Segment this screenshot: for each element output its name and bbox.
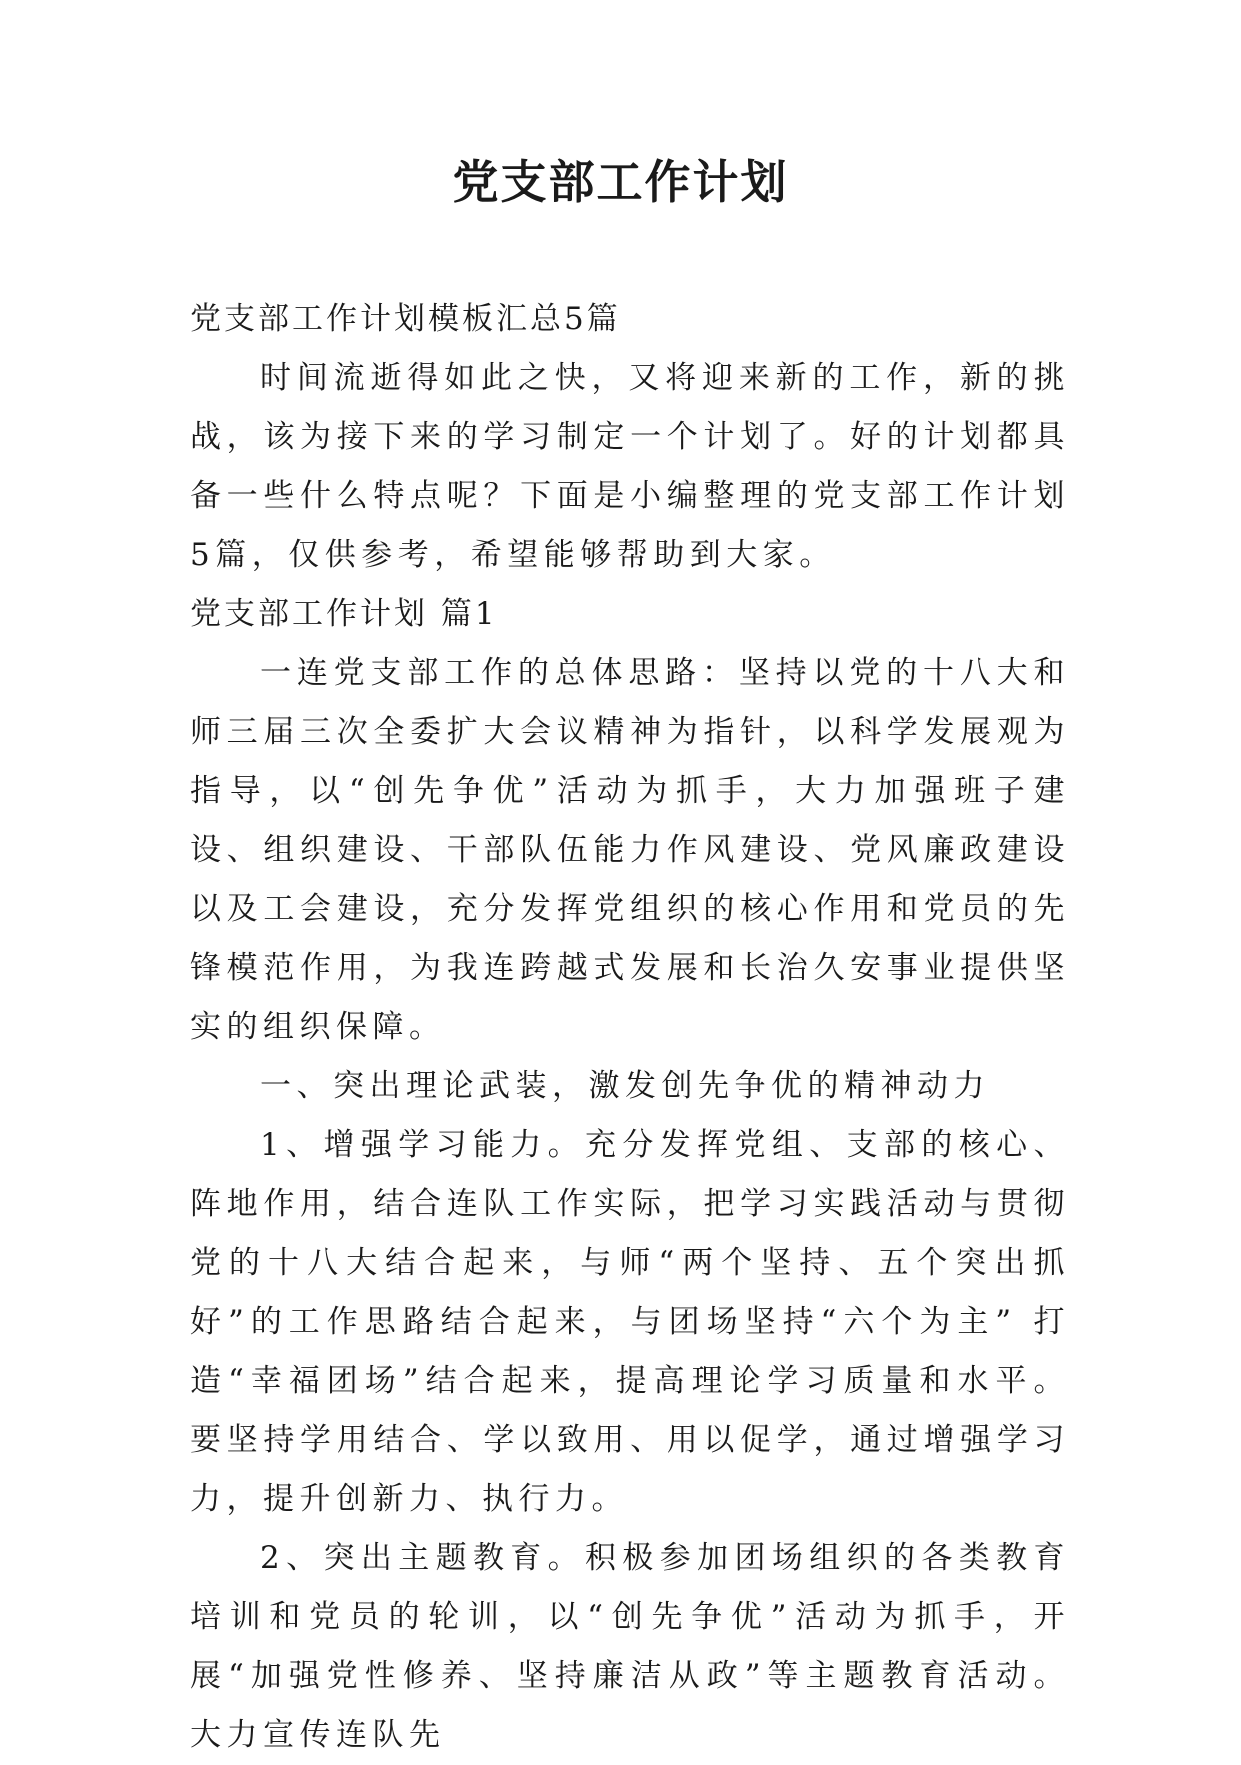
section-heading: 党支部工作计划模板汇总5篇 xyxy=(190,301,621,337)
body-paragraph: 时间流逝得如此之快，又将迎来新的工作，新的挑战，该为接下来的学习制定一个计划了。好的计划都具备一些什么特点呢？下面是小编整理的党支部工作计划5篇，仅供参考，希望能够帮助到大家。 xyxy=(190,360,1070,573)
document-body xyxy=(190,290,1070,1765)
document-title: 党支部工作计划 xyxy=(452,155,789,209)
body-paragraph: 1、增强学习能力。充分发挥党组、支部的核心、阵地作用，结合连队工作实际，把学习实践活动与贯彻党的十八大结合起来，与师“两个坚持、五个突出抓好”的工作思路结合起来，与团场坚持“六个为主” 打造“幸福团场”结合起来，提高理论学习质量和水平。要坚持学用结合、学以致用、用以促学，通过增强学习力，提升创新力、执行力。 xyxy=(190,1127,1070,1517)
body-paragraph: 2、突出主题教育。积极参加团场组织的各类教育培训和党员的轮训，以“创先争优”活动为抓手，开展“加强党性修养、坚持廉洁从政”等主题教育活动。大力宣传连队先 xyxy=(190,1540,1070,1753)
section-heading: 党支部工作计划 篇1 xyxy=(190,596,498,632)
body-paragraph: 一连党支部工作的总体思路：坚持以党的十八大和师三届三次全委扩大会议精神为指针，以科学发展观为指导，以“创先争优”活动为抓手，大力加强班子建设、组织建设、干部队伍能力作风建设、党风廉政建设以及工会建设，充分发挥党组织的核心作用和党员的先锋模范作用，为我连跨越式发展和长治久安事业提供坚实的组织保障。 xyxy=(190,655,1070,1045)
body-paragraph: 一、突出理论武装，激发创先争优的精神动力 xyxy=(260,1068,990,1104)
